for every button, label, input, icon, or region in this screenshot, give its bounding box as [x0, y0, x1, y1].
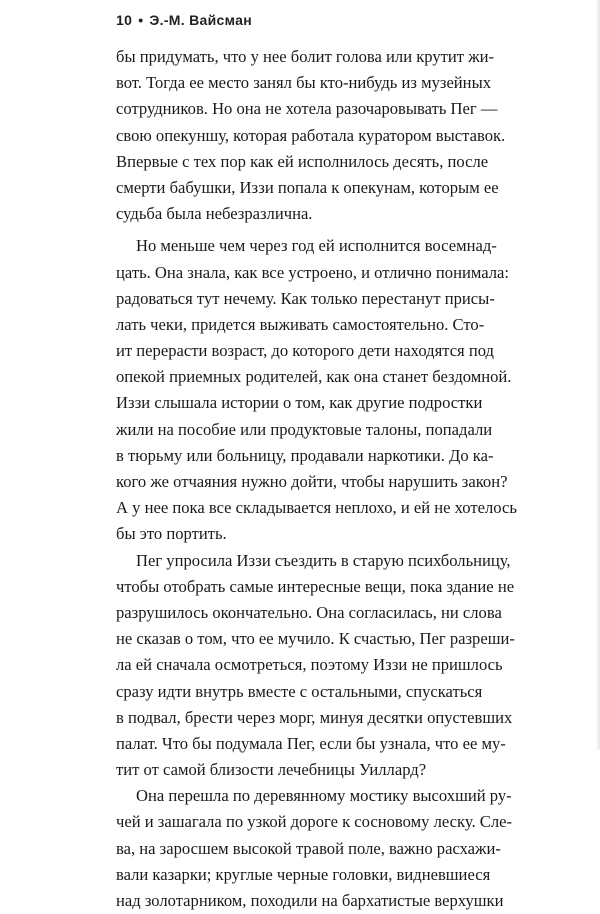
text-line: бы это портить. — [116, 524, 227, 544]
text-line: чей и зашагала по узкой дороге к сосновому леску. Сле- — [116, 812, 512, 832]
text-line: Но меньше чем через год ей исполнится восемнад- — [136, 236, 497, 256]
text-line: ла ей сначала осмотреться, поэтому Иззи не пришлось — [116, 655, 503, 675]
text-line: цать. Она знала, как все устроено, и отлично понимала: — [116, 262, 510, 282]
text-line: сразу идти внутрь вместе с остальными, спускаться — [116, 681, 483, 701]
text-line: смерти бабушки, Иззи попала к опекунам, которым ее — [116, 177, 499, 197]
text-line: не сказав о том, что ее мучило. К счастью, Пег разреши- — [116, 629, 515, 649]
text-line: Впервые с тех пор как ей исполнилось десять, после — [116, 151, 489, 171]
text-line: жили на пособие или продуктовые талоны, попадали — [116, 419, 493, 439]
text-line: чтобы отобрать самые интересные вещи, пока здание не — [116, 576, 515, 596]
text-line: радоваться тут нечему. Как только перестанут присы- — [116, 288, 495, 308]
text-line: ит перерасти возраст, до которого дети находятся под — [116, 341, 494, 361]
text-line: свою опекуншу, которая работала куратором выставок. — [116, 125, 506, 145]
text-line: в подвал, брести через морг, минуя десятки опустевших — [116, 707, 513, 727]
text-line: Пег упросила Иззи съездить в старую психбольницу, — [136, 550, 511, 570]
page-edge-shadow — [596, 0, 600, 750]
text-line: Иззи слышала истории о том, как другие подростки — [116, 393, 483, 413]
text-line: разрушилось окончательно. Она согласилась, ни слова — [116, 602, 502, 622]
text-line: опекой приемных родителей, как она станет бездомной. — [116, 367, 512, 387]
text-line: судьба была небезразлична. — [116, 204, 313, 224]
body-text — [116, 44, 517, 914]
header-separator: • — [138, 12, 144, 28]
author-name: Э.-М. Вайсман — [149, 12, 252, 28]
page-number: 10 — [116, 12, 133, 28]
text-line: Она перешла по деревянному мостику высохший ру- — [136, 786, 512, 806]
running-head — [116, 12, 252, 28]
text-line: ва, на заросшем высокой травой поле, важно расхажи- — [116, 838, 501, 858]
text-line: вот. Тогда ее место занял бы кто-нибудь из музейных — [116, 73, 492, 93]
text-line: вали казарки; круглые черные головки, видневшиеся — [116, 864, 491, 884]
text-line: лать чеки, придется выживать самостоятельно. Сто- — [116, 314, 485, 334]
text-line: тит от самой близости лечебницы Уиллард? — [116, 760, 427, 780]
text-line: кого же отчаяния нужно дойти, чтобы нарушить закон? — [116, 472, 508, 491]
text-line: А у нее пока все складывается неплохо, и ей не хотелось — [116, 498, 517, 518]
text-line: палат. Что бы подумала Пег, если бы узнала, что ее му- — [116, 733, 506, 753]
text-line: над золотарником, походили на бархатистые верхушки — [116, 891, 504, 910]
text-line: сотрудников. Но она не хотела разочаровывать Пег — — [116, 99, 498, 119]
text-line: в тюрьму или больницу, продавали наркотики. До ка- — [116, 445, 494, 465]
text-line: бы придумать, что у нее болит голова или крутит жи- — [116, 47, 495, 66]
